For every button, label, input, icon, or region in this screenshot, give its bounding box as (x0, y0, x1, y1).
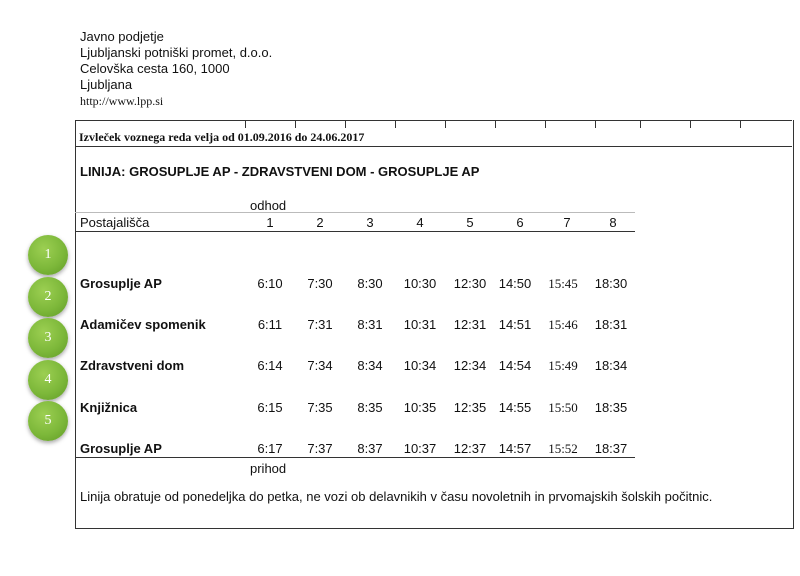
departure-time: 15:49 (548, 358, 578, 373)
departure-time: 14:55 (498, 400, 532, 415)
departure-time: 8:34 (357, 358, 383, 373)
stop-name: Grosuplje AP (80, 441, 162, 456)
departure-time: 12:35 (453, 400, 487, 415)
last-row-rule (75, 457, 635, 458)
column-number: 1 (266, 215, 274, 230)
column-number: 2 (316, 215, 324, 230)
departure-time: 18:31 (594, 317, 628, 332)
departure-time: 6:15 (257, 400, 283, 415)
stops-header: Postajališča (80, 215, 150, 230)
departure-time: 14:54 (498, 358, 532, 373)
departure-time: 12:34 (453, 358, 487, 373)
step-badge-3: 3 (28, 318, 68, 358)
grid-tick (640, 120, 641, 128)
arrival-time: 6:17 (257, 441, 283, 456)
departure-time: 15:50 (548, 400, 578, 415)
grid-tick (245, 120, 246, 128)
departure-time: 18:35 (594, 400, 628, 415)
column-number: 7 (563, 215, 571, 230)
grid-tick (295, 120, 296, 128)
departure-time: 7:30 (307, 276, 333, 291)
stop-name: Adamičev spomenik (80, 317, 206, 332)
arrival-time: 12:37 (453, 441, 487, 456)
step-badge-1: 1 (28, 235, 68, 275)
departure-time: 14:50 (498, 276, 532, 291)
departure-label: odhod (250, 198, 287, 213)
departure-time: 18:30 (594, 276, 628, 291)
departure-time: 8:30 (357, 276, 383, 291)
operation-note: Linija obratuje od ponedeljka do petka, ne vozi ob delavnikih v času novoletnih in prvomajskih šolskih počitnic. (80, 489, 713, 504)
grid-tick (495, 120, 496, 128)
arrival-label: prihod (250, 461, 287, 476)
company-url[interactable]: http://www.lpp.si (80, 94, 164, 108)
stop-name: Zdravstveni dom (80, 358, 185, 373)
arrival-time: 8:37 (357, 441, 383, 456)
step-badge-2: 2 (28, 277, 68, 317)
departure-time: 15:46 (548, 317, 578, 332)
validity-rule (75, 146, 792, 147)
step-badge-4: 4 (28, 360, 68, 400)
departure-time: 6:14 (257, 358, 283, 373)
company-header (80, 29, 272, 109)
column-number: 4 (416, 215, 424, 230)
company-address: Celovška cesta 160, 1000 (80, 61, 230, 76)
grid-tick (690, 120, 691, 128)
departure-time: 12:30 (453, 276, 487, 291)
stop-name: Knjižnica (80, 400, 138, 415)
departure-time: 10:34 (403, 358, 437, 373)
column-number: 6 (516, 215, 524, 230)
departure-time: 6:10 (257, 276, 283, 291)
departure-time: 10:35 (403, 400, 437, 415)
departure-time: 6:11 (257, 317, 283, 332)
departure-time: 14:51 (498, 317, 532, 332)
departure-time: 7:34 (307, 358, 333, 373)
grid-tick (445, 120, 446, 128)
company-type: Javno podjetje (80, 29, 164, 44)
validity-text: Izvleček voznega reda velja od 01.09.2016 do 24.06.2017 (79, 130, 365, 144)
departure-time: 10:31 (403, 317, 437, 332)
column-header-rule (75, 212, 635, 213)
arrival-time: 15:52 (548, 441, 578, 456)
stop-name: Grosuplje AP (80, 276, 162, 291)
arrival-time: 10:37 (403, 441, 437, 456)
arrival-time: 14:57 (498, 441, 532, 456)
departure-time: 12:31 (453, 317, 487, 332)
header-row-rule (75, 231, 635, 232)
departure-time: 7:35 (307, 400, 333, 415)
grid-tick (395, 120, 396, 128)
column-number: 5 (466, 215, 474, 230)
grid-tick (545, 120, 546, 128)
company-name: Ljubljanski potniški promet, d.o.o. (80, 45, 273, 60)
departure-time: 8:31 (357, 317, 383, 332)
arrival-time: 7:37 (307, 441, 333, 456)
grid-tick (345, 120, 346, 128)
column-number: 8 (609, 215, 617, 230)
departure-time: 10:30 (403, 276, 437, 291)
column-number: 3 (366, 215, 374, 230)
grid-tick (595, 120, 596, 128)
departure-time: 15:45 (548, 276, 578, 291)
departure-time: 8:35 (357, 400, 383, 415)
step-badge-5: 5 (28, 401, 68, 441)
company-city: Ljubljana (80, 77, 133, 92)
line-title: LINIJA: GROSUPLJE AP - ZDRAVSTVENI DOM - GROSUPLJE AP (80, 164, 480, 179)
grid-tick (740, 120, 741, 128)
departure-time: 18:34 (594, 358, 628, 373)
departure-time: 7:31 (307, 317, 333, 332)
arrival-time: 18:37 (594, 441, 628, 456)
